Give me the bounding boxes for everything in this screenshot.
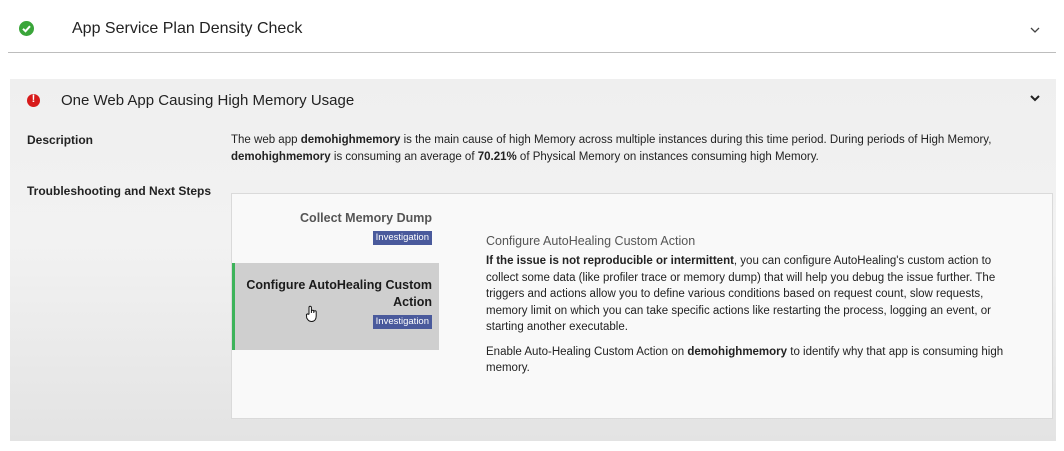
hand-cursor-icon — [305, 305, 319, 323]
step-detail — [486, 234, 1011, 385]
memory-percent: 70.21% — [477, 151, 517, 163]
error-circle-icon: ! — [27, 94, 40, 107]
description-text: The web app demohighmemory is the main cause of high Memory across multiple instances during this time period. During periods of High Memory, demohighmemory is consuming an average of 70.21% of Physical Memory on instances consuming high Memory. — [231, 134, 992, 163]
check-title: App Service Plan Density Check — [72, 20, 303, 37]
check-title[interactable]: One Web App Causing High Memory Usage — [61, 92, 355, 109]
step-detail-title: Configure AutoHealing Custom Action — [486, 234, 696, 248]
app-name: demohighmemory — [300, 134, 401, 146]
check-row-density[interactable] — [8, 0, 1056, 53]
next-steps-label: Troubleshooting and Next Steps — [27, 184, 212, 198]
next-steps-card — [231, 193, 1053, 419]
investigation-badge: Investigation — [373, 315, 432, 329]
step-detail-body: If the issue is not reproducible or intermittent, you can configure AutoHealing's custom action to collect some data (like profiler trace or memory dump) that will help you debug the issue further. The triggers and actions allow you to define various conditions based on request count, slow requests, memory limit on which you can take specific actions like restarting the process, logging an event, or starting another executable. — [486, 255, 996, 333]
step-tab-collect-memory-dump[interactable] — [232, 194, 439, 259]
chevron-down-icon[interactable] — [1030, 25, 1040, 35]
app-name: demohighmemory — [687, 345, 788, 358]
description-label: Description — [27, 133, 94, 147]
check-circle-icon — [19, 21, 34, 36]
step-tab-configure-autohealing[interactable] — [232, 263, 439, 350]
check-panel-high-memory — [10, 79, 1056, 441]
app-name: demohighmemory — [231, 151, 331, 163]
step-name: Collect Memory Dump — [300, 211, 432, 225]
step-detail-action: Enable Auto-Healing Custom Action on demohighmemory to identify why that app is consuming high memory. — [486, 345, 1004, 374]
step-name: Configure AutoHealing Custom Action — [246, 278, 432, 309]
chevron-down-icon[interactable] — [1030, 93, 1040, 103]
investigation-badge: Investigation — [373, 231, 432, 245]
